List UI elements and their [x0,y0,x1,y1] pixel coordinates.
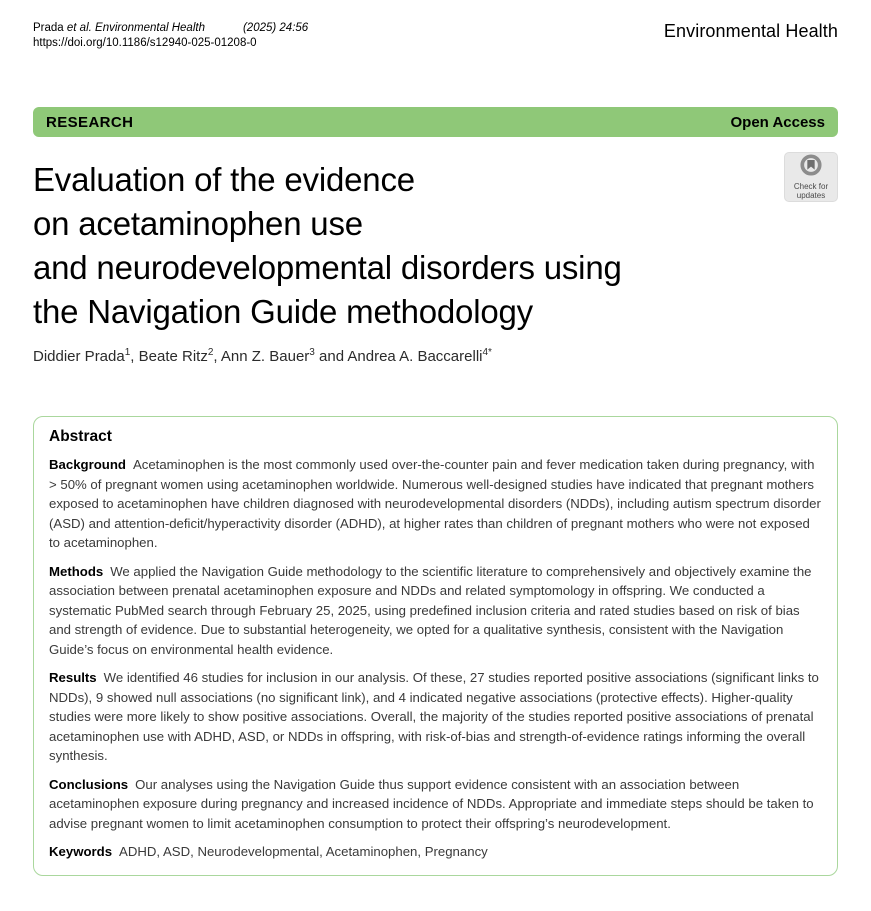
section-label: Conclusions [49,776,129,792]
author-name: Andrea A. Baccarelli [347,348,483,365]
article-title [33,158,838,334]
section-label: Background [49,457,126,472]
section-text: ADHD, ASD, Neurodevelopmental, Acetaminophen, Pregnancy [119,844,488,859]
title-line-1: Evaluation of the evidence [33,161,415,198]
section-text: We identified 46 studies for inclusion in our analysis. Of these, 27 studies reported positive associations (significant links to NDDs), 9 showed null associations (no significant link), and 4 indicated negative associations (protective effects). Higher-quality studies were more likely to show positive associations. Overall, the majority of the studies reported positive associations of prenatal acetaminophen use with ADHD, ASD, or NDDs in offspring, with risk-of-bias and strength-of-evidence ratings informing the overall synthesis. [49,670,819,763]
citation-volume: (2025) 24:56 [242,22,309,34]
section-label: Results [49,670,97,685]
abstract-section-keywords [49,842,821,862]
author-affiliation-sup: 3 [309,347,315,358]
citation-line [33,20,308,37]
open-access-label: Open Access [730,113,825,131]
author-separator: , [213,348,221,365]
citation-block [33,20,308,49]
abstract-section-conclusions [49,775,821,834]
author-separator: , [130,348,139,365]
check-for-updates-badge[interactable] [784,152,838,202]
author-name: Diddier Prada [33,348,125,365]
citation-author: Prada [33,22,67,34]
title-line-2: on acetaminophen use [33,205,363,242]
section-text: We applied the Navigation Guide methodology to the scientific literature to comprehensively and objectively examine the association between prenatal acetaminophen exposure and NDDs and related symptomology in offspring. We conducted a systematic PubMed search through February 25, 2025, using predefined inclusion criteria and rated studies based on risk of bias and strength of evidence. Due to substantial heterogeneity, we opted for a qualitative synthesis, consistent with the Navigation Guide’s focus on environmental health evidence. [49,563,812,657]
author-name: Beate Ritz [138,348,208,365]
author-list [33,347,838,365]
abstract-box [33,416,838,876]
journal-name: Environmental Health [663,21,838,41]
section-label: Keywords [49,844,113,859]
author-affiliation-sup: 4* [482,347,492,358]
title-line-4: the Navigation Guide methodology [33,293,533,330]
page-header [33,20,838,49]
abstract-section-background [49,455,821,553]
author-affiliation-sup: 2 [207,347,214,358]
section-label: Methods [49,563,104,579]
check-for-updates-text: Check for updates [793,182,829,200]
author-affiliation-sup: 1 [124,347,131,358]
author-separator: and [314,348,348,365]
section-text: Our analyses using the Navigation Guide thus support evidence consistent with an association between acetaminophen exposure during pregnancy and increased incidence of NDDs. Appropriate and immediate steps should be taken to advise pregnant women to limit acetaminophen consumption to protect their offspring’s neurodevelopment. [49,776,814,831]
crossmark-icon [800,154,822,181]
doi-link[interactable]: https://doi.org/10.1186/s12940-025-01208-0 [33,37,257,49]
abstract-heading: Abstract [49,428,112,445]
section-text: Acetaminophen is the most commonly used over-the-counter pain and fever medication taken during pregnancy, with > 50% of pregnant women using acetaminophen worldwide. Numerous well-designed studies have indicated that pregnant mothers exposed to acetaminophen have children diagnosed with neurodevelopmental disorders (NDDs), including autism spectrum disorder (ASD) and attention-deficit/hyperactivity disorder (ADHD), at higher rates than children of pregnant mothers who were not exposed to acetaminophen. [49,457,821,550]
article-type-label: RESEARCH [46,113,134,131]
author-name: Ann Z. Bauer [220,348,310,365]
abstract-section-results [49,668,821,766]
title-line-3: and neurodevelopmental disorders using [33,249,622,286]
citation-journal-italic: et al. Environmental Health [66,22,205,34]
research-banner [33,107,838,137]
abstract-section-methods [49,562,821,660]
